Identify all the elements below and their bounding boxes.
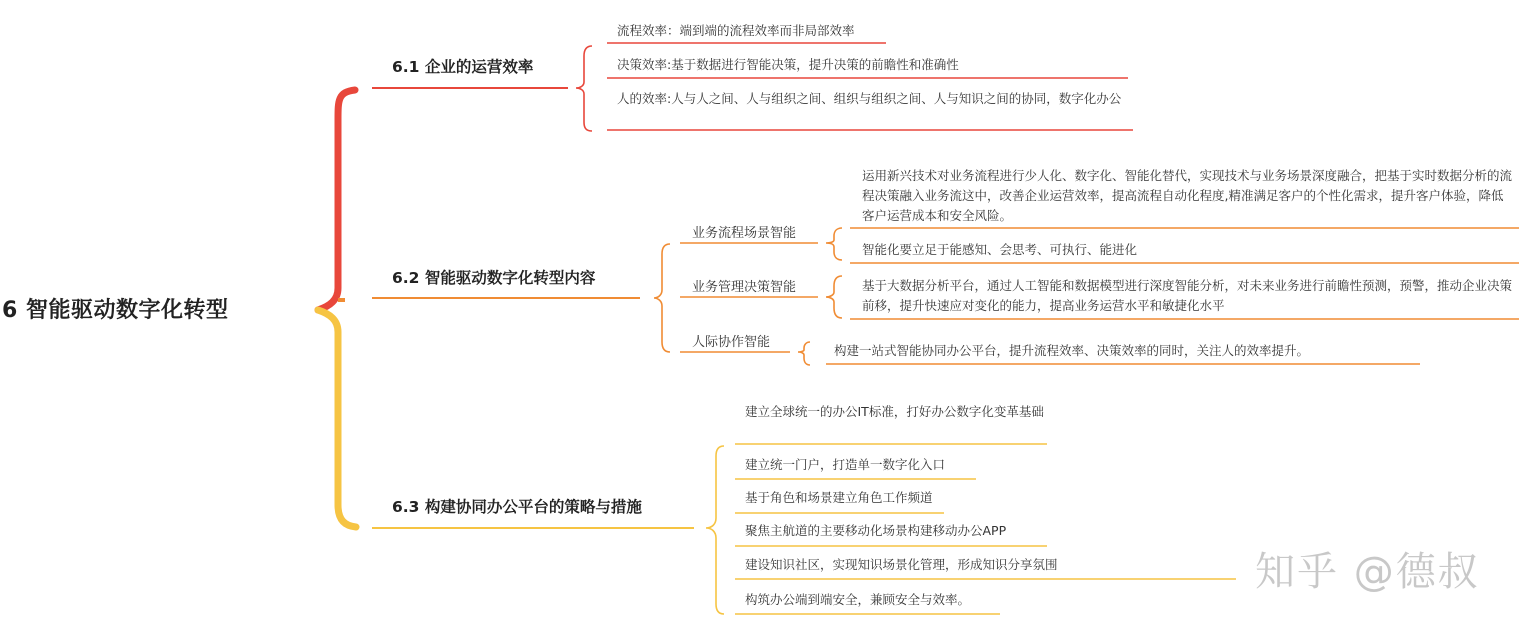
branch-6-3-item[interactable]: 建立统一门户，打造单一数字化入口 bbox=[745, 457, 946, 472]
branch-6-2-title[interactable]: 6.2 智能驱动数字化转型内容 bbox=[392, 269, 596, 287]
sub-topic-item[interactable]: 运用新兴技术对业务流程进行少人化、数字化、智能化替代，实现技术与业务场景深度融合，把基于实时数据分析的流程决策融入业务流这中，改善企业运营效率，提高流程自动化程度,精准满足客户的个性化需求，提升客户体验，降低客户运营成本和安全风险。 bbox=[862, 168, 1513, 223]
branch-6-1-bracket bbox=[576, 46, 592, 131]
branch-6-1-item[interactable]: 人的效率:人与人之间、人与组织之间、组织与组织之间、人与知识之间的协同，数字化办公 bbox=[617, 91, 1122, 106]
root-bracket-lower bbox=[318, 310, 356, 527]
sub-topic-title[interactable]: 人际协作智能 bbox=[692, 335, 771, 350]
sub-topic-item[interactable]: 基于大数据分析平台，通过人工智能和数据模型进行深度智能分析，对未来业务进行前瞻性预测，预警，推动企业决策前移，提升快速应对变化的能力，提高业务运营水平和敏捷化水平 bbox=[862, 278, 1513, 313]
root-bracket-upper bbox=[318, 90, 355, 310]
branch-6-2-bracket bbox=[654, 244, 670, 352]
branch-6-3-item[interactable]: 聚焦主航道的主要移动化场景构建移动办公APP bbox=[745, 523, 1007, 538]
branch-6-3-item[interactable]: 基于角色和场景建立角色工作频道 bbox=[745, 490, 933, 505]
sub-2-bracket bbox=[826, 276, 842, 318]
watermark: 知乎 @德叔 bbox=[1255, 549, 1480, 595]
branch-6-3-item[interactable]: 构筑办公端到端安全，兼顾安全与效率。 bbox=[745, 592, 971, 607]
branch-6-1-item[interactable]: 流程效率：端到端的流程效率而非局部效率 bbox=[617, 23, 855, 38]
root-topic[interactable]: 6 智能驱动数字化转型 bbox=[2, 298, 229, 323]
sub-topic-title[interactable]: 业务流程场景智能 bbox=[692, 226, 797, 241]
branch-6-3-bracket bbox=[706, 446, 724, 614]
branch-6-1-item[interactable]: 决策效率:基于数据进行智能决策，提升决策的前瞻性和准确性 bbox=[617, 57, 959, 72]
sub-topic-item[interactable]: 智能化要立足于能感知、会思考、可执行、能进化 bbox=[862, 242, 1138, 257]
sub-topic-item[interactable]: 构建一站式智能协同办公平台，提升流程效率、决策效率的同时，关注人的效率提升。 bbox=[834, 343, 1310, 358]
sub-1-bracket bbox=[826, 228, 842, 260]
sub-topic-title[interactable]: 业务管理决策智能 bbox=[692, 280, 797, 295]
branch-6-3-title[interactable]: 6.3 构建协同办公平台的策略与措施 bbox=[392, 498, 642, 516]
sub-3-bracket bbox=[798, 342, 810, 365]
branch-6-1-title[interactable]: 6.1 企业的运营效率 bbox=[392, 58, 534, 76]
branch-6-3-item[interactable]: 建设知识社区，实现知识场景化管理，形成知识分享氛围 bbox=[745, 557, 1058, 572]
branch-6-3-item[interactable]: 建立全球统一的办公IT标准，打好办公数字化变革基础 bbox=[745, 404, 1044, 419]
